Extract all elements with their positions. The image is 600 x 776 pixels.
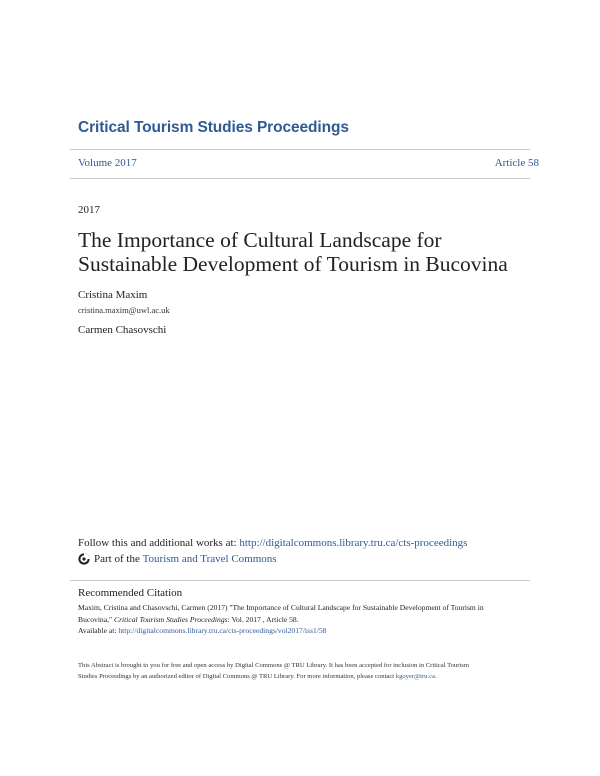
citation-available-prefix: Available at: <box>78 626 117 635</box>
divider-bottom <box>70 178 530 179</box>
follow-line <box>78 537 467 549</box>
citation-volume: : Vol. 2017 , Article 58. <box>227 614 299 624</box>
citation-line-2 <box>78 614 528 626</box>
notice-line-2-end: . <box>434 673 437 680</box>
author-email-1: cristina.maxim@uwl.ac.uk <box>78 305 170 315</box>
commons-network-icon <box>78 553 90 565</box>
journal-title-link[interactable]: Critical Tourism Studies Proceedings <box>78 119 349 136</box>
author-name-1: Cristina Maxim <box>78 289 148 301</box>
citation-title-quoted: Bucovina," <box>78 614 113 624</box>
citation-journal-italic: Critical Tourism Studies Proceedings <box>114 614 228 624</box>
notice-line-2 <box>78 671 528 682</box>
divider-citation <box>70 580 530 581</box>
paper-title-line-2: Sustainable Development of Tourism in Bucovina <box>78 252 508 276</box>
contact-email-link[interactable]: kgoyer@tru.ca <box>395 673 435 680</box>
divider-top <box>70 149 530 150</box>
part-of-line <box>78 553 277 565</box>
follow-prefix: Follow this and additional works at: <box>78 537 237 549</box>
notice-line-2-text: Studies Proceedings by an authorized editor of Digital Commons @ TRU Library. For more information, please contact <box>78 673 395 680</box>
follow-url-link[interactable]: http://digitalcommons.library.tru.ca/cts-proceedings <box>239 537 468 549</box>
publication-year: 2017 <box>78 204 100 216</box>
part-of-prefix: Part of the <box>94 553 140 565</box>
tourism-travel-commons-link[interactable]: Tourism and Travel Commons <box>142 553 277 565</box>
citation-heading: Recommended Citation <box>78 587 183 599</box>
citation-url-link[interactable]: http://digitalcommons.library.tru.ca/cts-proceedings/vol2017/iss1/58 <box>118 626 327 635</box>
citation-line-1: Maxim, Cristina and Chasovschi, Carmen (2017) "The Importance of Cultural Landscape for Sustainable Development of Tourism in <box>78 603 484 612</box>
volume-link[interactable]: Volume 2017 <box>78 157 137 169</box>
citation-line-3 <box>78 625 528 637</box>
notice-line-1: This Abstract is brought to you for free and open access by Digital Commons @ TRU Library. It has been accepted for inclusion in Critical Tourism <box>78 662 469 669</box>
paper-title <box>78 228 528 276</box>
access-notice <box>78 660 528 682</box>
citation-block <box>78 602 528 637</box>
paper-title-line-1: The Importance of Cultural Landscape for <box>78 228 442 252</box>
author-name-2: Carmen Chasovschi <box>78 324 167 336</box>
article-link[interactable]: Article 58 <box>494 157 539 169</box>
